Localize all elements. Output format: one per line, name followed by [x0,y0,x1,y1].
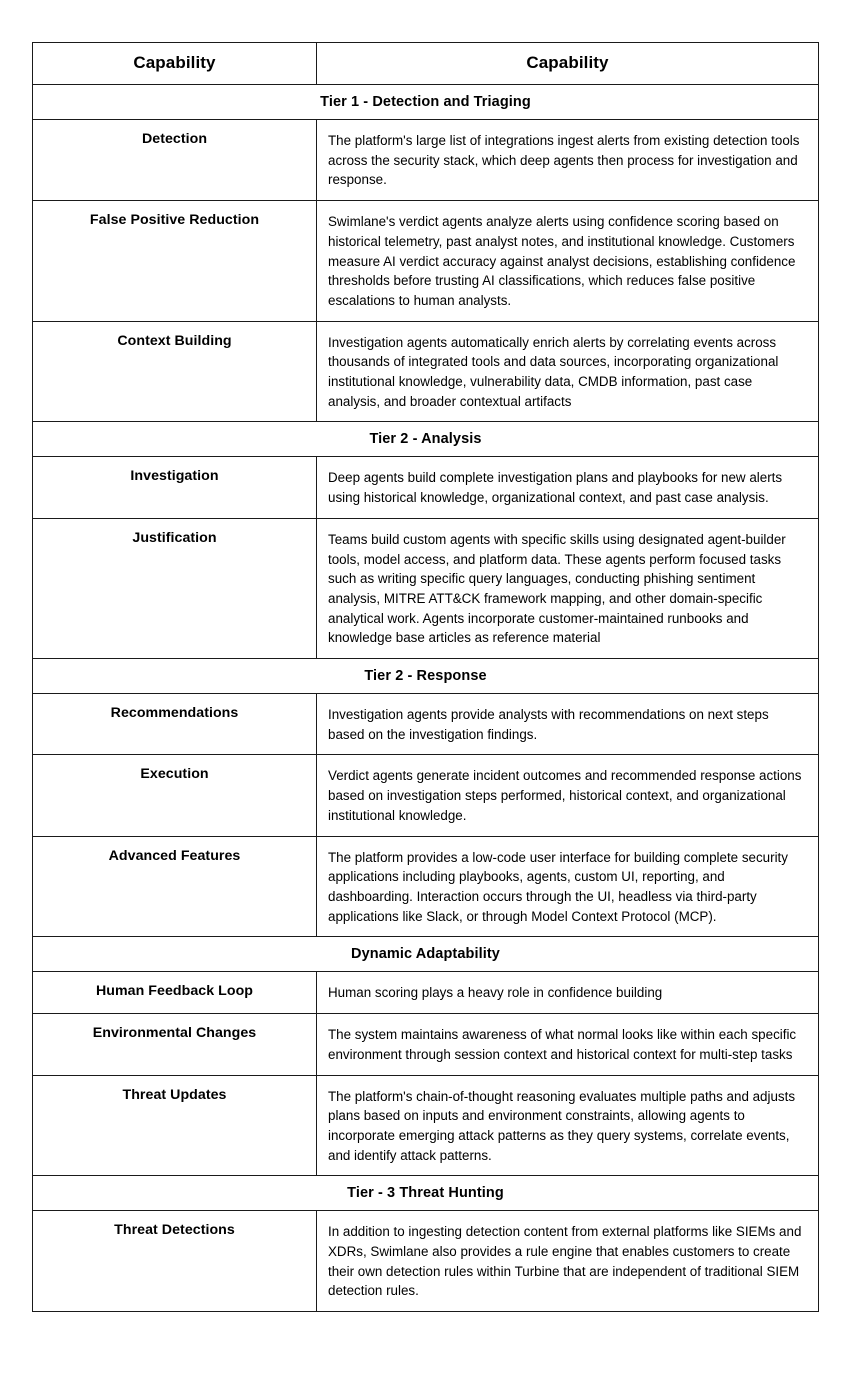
capability-label: Environmental Changes [33,1014,317,1075]
capability-description: Investigation agents automatically enrich alerts by correlating events across thousands of integrated tools and data sources, incorporating organizational institutional knowledge, vulnerability data, CMDB information, past case analysis, and broader contextual artifacts [317,321,819,422]
capability-description: Human scoring plays a heavy role in confidence building [317,972,819,1014]
capability-table [32,42,819,1312]
table-row [33,518,819,658]
capability-description: The system maintains awareness of what normal looks like within each specific environment through session context and historical context for multi-step tasks [317,1014,819,1075]
capability-label: Threat Detections [33,1211,317,1312]
capability-label: Recommendations [33,694,317,755]
capability-description: Deep agents build complete investigation plans and playbooks for new alerts using historical knowledge, organizational context, and past case analysis. [317,457,819,518]
capability-label: Context Building [33,321,317,422]
table-row [33,321,819,422]
table-row [33,836,819,937]
capability-label: Human Feedback Loop [33,972,317,1014]
section-title: Tier 2 - Analysis [33,422,819,457]
section-header-row [33,85,819,120]
table-row [33,201,819,322]
column-header-capability-description: Capability [317,43,819,85]
table-row [33,457,819,518]
capability-description: In addition to ingesting detection content from external platforms like SIEMs and XDRs, Swimlane also provides a rule engine that enables customers to create their own detection rules within Turbine that are independent of traditional SIEM detection rules. [317,1211,819,1312]
capability-description: Investigation agents provide analysts with recommendations on next steps based on the investigation findings. [317,694,819,755]
section-title: Tier 1 - Detection and Triaging [33,85,819,120]
table-row [33,755,819,836]
capability-label: Investigation [33,457,317,518]
capability-description: Teams build custom agents with specific skills using designated agent-builder tools, model access, and platform data. These agents perform focused tasks such as writing specific query languages, conducting phishing sentiment analysis, MITRE ATT&CK framework mapping, and other domain-specific analytical work. Agents incorporate customer-maintained runbooks and knowledge base articles as reference material [317,518,819,658]
table-row [33,120,819,201]
table-row [33,694,819,755]
section-header-row [33,1176,819,1211]
table-row [33,1211,819,1312]
table-row [33,1014,819,1075]
capability-label: False Positive Reduction [33,201,317,322]
capability-description: The platform's large list of integrations ingest alerts from existing detection tools across the security stack, which deep agents then process for investigation and response. [317,120,819,201]
capability-description: The platform provides a low-code user interface for building complete security applications including playbooks, agents, custom UI, reporting, and dashboarding. Interaction occurs through the UI, headless via third-party applications like Slack, or through Model Context Protocol (MCP). [317,836,819,937]
capability-description: Swimlane's verdict agents analyze alerts using confidence scoring based on historical telemetry, past analyst notes, and institutional knowledge. Customers measure AI verdict accuracy against analyst decisions, establishing confidence thresholds before trusting AI classifications, which reduces false positive escalations to human analysts. [317,201,819,322]
table-body [33,43,819,1312]
capability-label: Detection [33,120,317,201]
table-row [33,1075,819,1176]
section-header-row [33,659,819,694]
capability-label: Execution [33,755,317,836]
column-header-capability-label: Capability [33,43,317,85]
capability-label: Advanced Features [33,836,317,937]
capability-description: The platform's chain-of-thought reasoning evaluates multiple paths and adjusts plans based on inputs and environment constraints, allowing agents to incorporate emerging attack patterns as they query systems, correlate events, and identify attack patterns. [317,1075,819,1176]
section-header-row [33,422,819,457]
section-header-row [33,937,819,972]
capability-description: Verdict agents generate incident outcomes and recommended response actions based on investigation steps performed, historical context, and organizational institutional knowledge. [317,755,819,836]
table-header-row [33,43,819,85]
table-row [33,972,819,1014]
section-title: Tier 2 - Response [33,659,819,694]
section-title: Tier - 3 Threat Hunting [33,1176,819,1211]
capability-label: Threat Updates [33,1075,317,1176]
section-title: Dynamic Adaptability [33,937,819,972]
capability-label: Justification [33,518,317,658]
